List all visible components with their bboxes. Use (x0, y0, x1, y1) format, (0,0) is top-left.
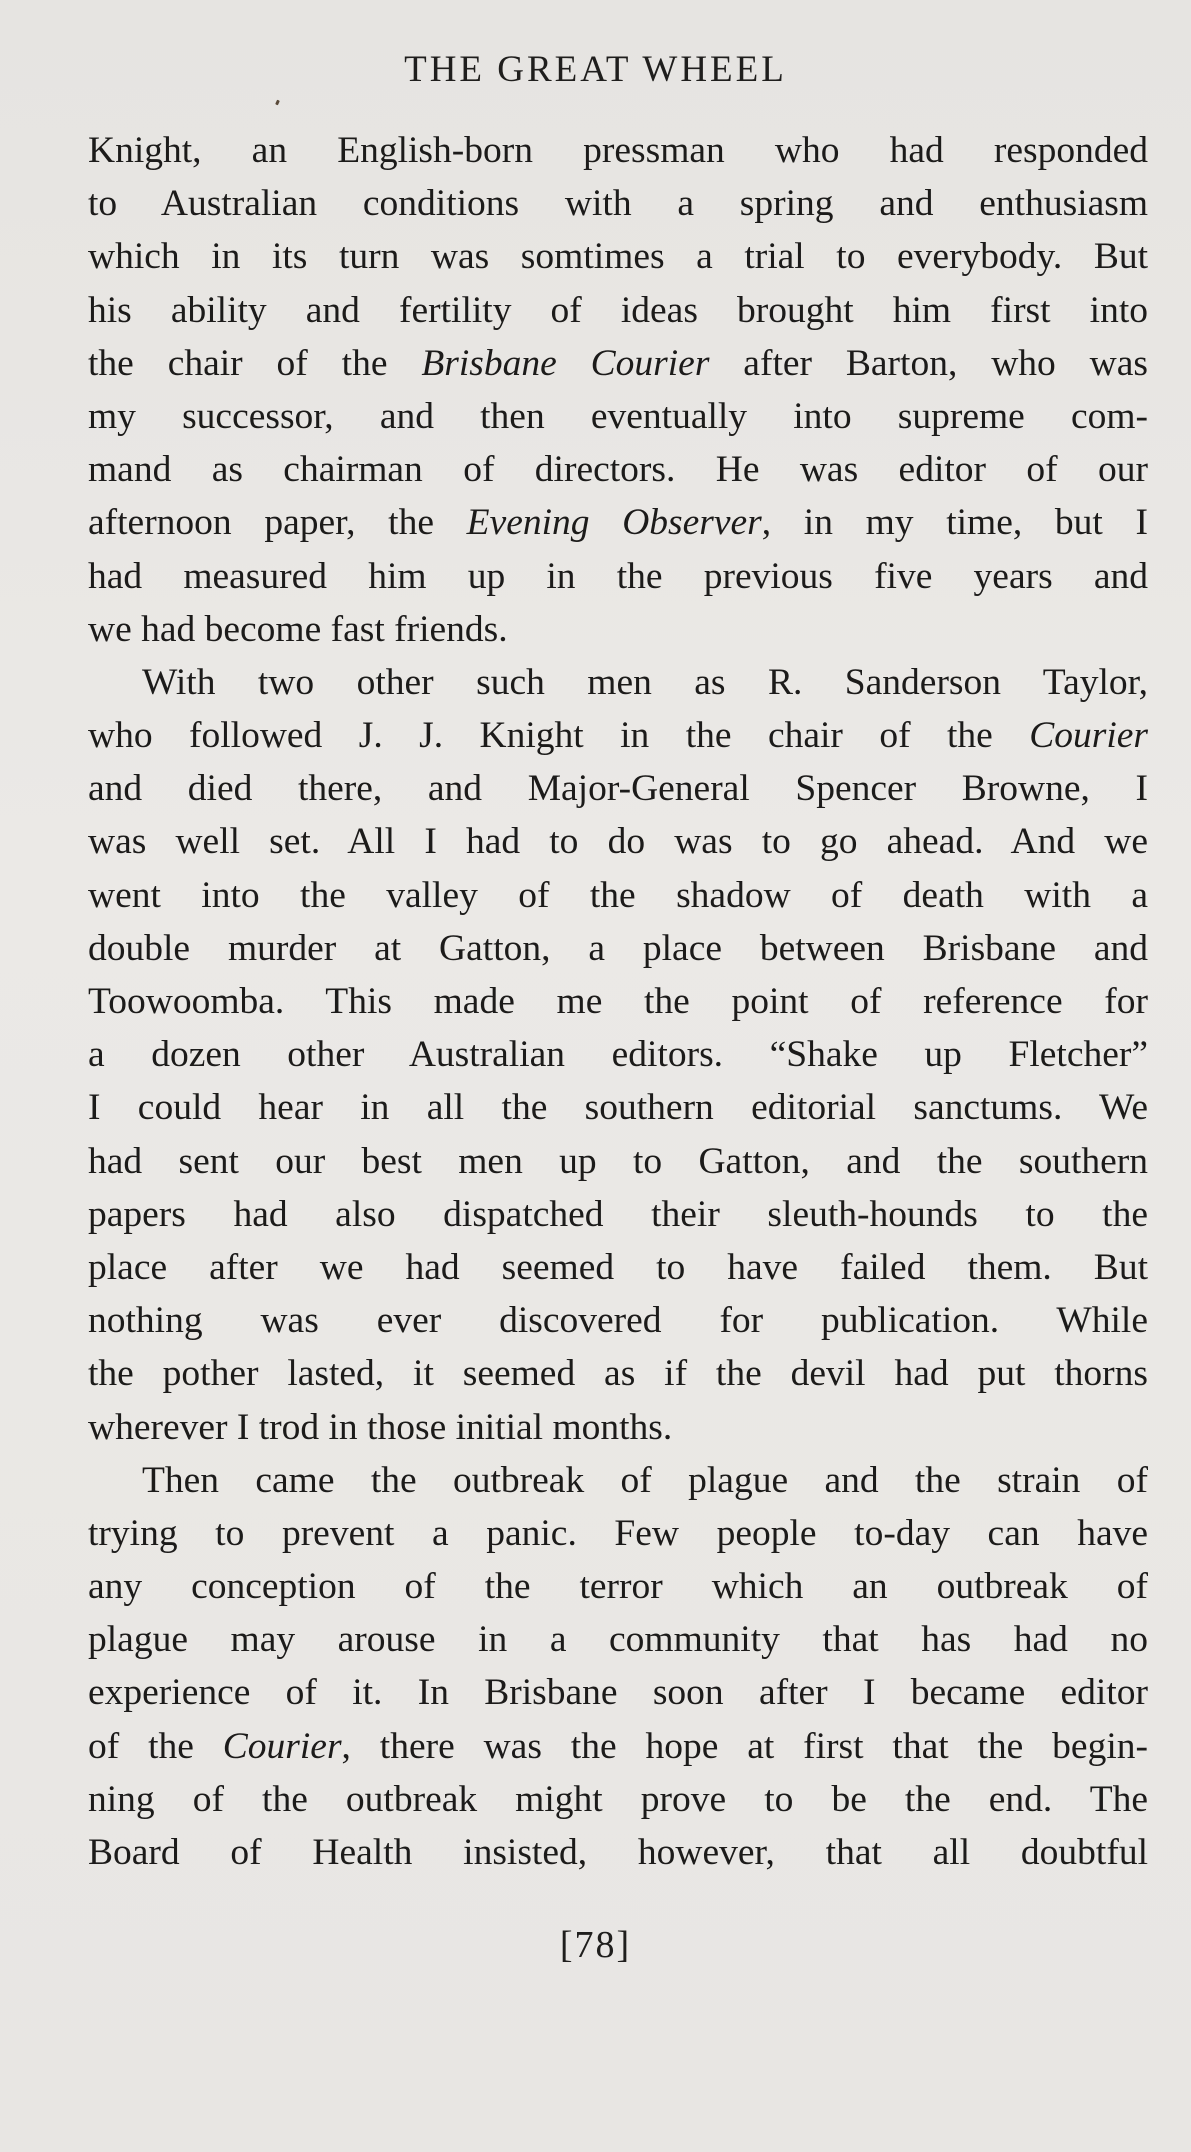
italic-title: Courier (1029, 715, 1148, 757)
text-line: and died there, and Major-General Spencer Browne, I (88, 768, 1148, 810)
text-line: papers had also dispatched their sleuth-hounds to the (88, 1193, 1148, 1235)
text-line: a dozen other Australian editors. “Shake up Fletcher” (88, 1034, 1148, 1076)
text-line: my successor, and then eventually into supreme com- (88, 395, 1148, 437)
ink-speck (275, 100, 280, 106)
italic-title: Courier (222, 1725, 342, 1767)
text-line: mand as chairman of directors. He was editor of our (88, 449, 1148, 491)
text-line: which in its turn was somtimes a trial to everybody. But (88, 236, 1148, 278)
italic-title: Evening Observer (466, 502, 762, 544)
text-line: was well set. All I had to do was to go ahead. And we (88, 821, 1148, 863)
text-line: trying to prevent a panic. Few people to-day can have (88, 1512, 1148, 1554)
text-line: place after we had seemed to have failed them. But (88, 1246, 1148, 1288)
text-line: the pother lasted, it seemed as if the devil had put thorns (88, 1353, 1148, 1395)
text-segment: , there was the hope at first that the begin- (341, 1725, 1148, 1767)
italic-title: Brisbane Courier (421, 342, 710, 384)
text-line: we had become fast friends. (88, 608, 508, 650)
text-segment: who followed J. J. Knight in the chair of the (88, 715, 1030, 757)
running-head: THE GREAT WHEEL (404, 49, 787, 90)
text-line: had sent our best men up to Gatton, and the southern (88, 1140, 1148, 1182)
body-text (88, 124, 1148, 1879)
text-line: Then came the outbreak of plague and the strain of (142, 1459, 1148, 1501)
text-line: Toowoomba. This made me the point of reference for (88, 981, 1148, 1022)
text-line: his ability and fertility of ideas brought him first into (88, 289, 1148, 331)
text-line: With two other such men as R. Sanderson Taylor, (142, 661, 1148, 703)
text-line: ning of the outbreak might prove to be the end. The (88, 1778, 1148, 1820)
text-segment: the chair of the (88, 342, 422, 384)
page-number: [78] (559, 1924, 632, 1966)
text-line: Board of Health insisted, however, that all doubtful (88, 1832, 1148, 1873)
text-segment: , in my time, but I (761, 502, 1148, 544)
text-segment: of the (88, 1725, 223, 1767)
text-line: Knight, an English-born pressman who had responded (88, 130, 1148, 171)
text-line: nothing was ever discovered for publication. While (88, 1300, 1148, 1342)
text-line (88, 1720, 1148, 1773)
text-line: any conception of the terror which an outbreak of (88, 1566, 1148, 1608)
text-line: wherever I trod in those initial months. (88, 1406, 673, 1448)
text-line (88, 496, 1148, 549)
text-line: experience of it. In Brisbane soon after I became editor (88, 1672, 1148, 1714)
text-line: plague may arouse in a community that has had no (88, 1619, 1148, 1661)
text-segment: afternoon paper, the (88, 502, 467, 544)
text-line: I could hear in all the southern editorial sanctums. We (88, 1087, 1148, 1129)
text-line: had measured him up in the previous five years and (88, 555, 1148, 597)
text-line: double murder at Gatton, a place between Brisbane and (88, 927, 1148, 969)
text-line: went into the valley of the shadow of death with a (88, 874, 1148, 916)
text-line: to Australian conditions with a spring and enthusiasm (88, 183, 1148, 225)
text-line (88, 709, 1148, 762)
text-line (88, 337, 1148, 390)
text-segment: after Barton, who was (709, 342, 1148, 384)
